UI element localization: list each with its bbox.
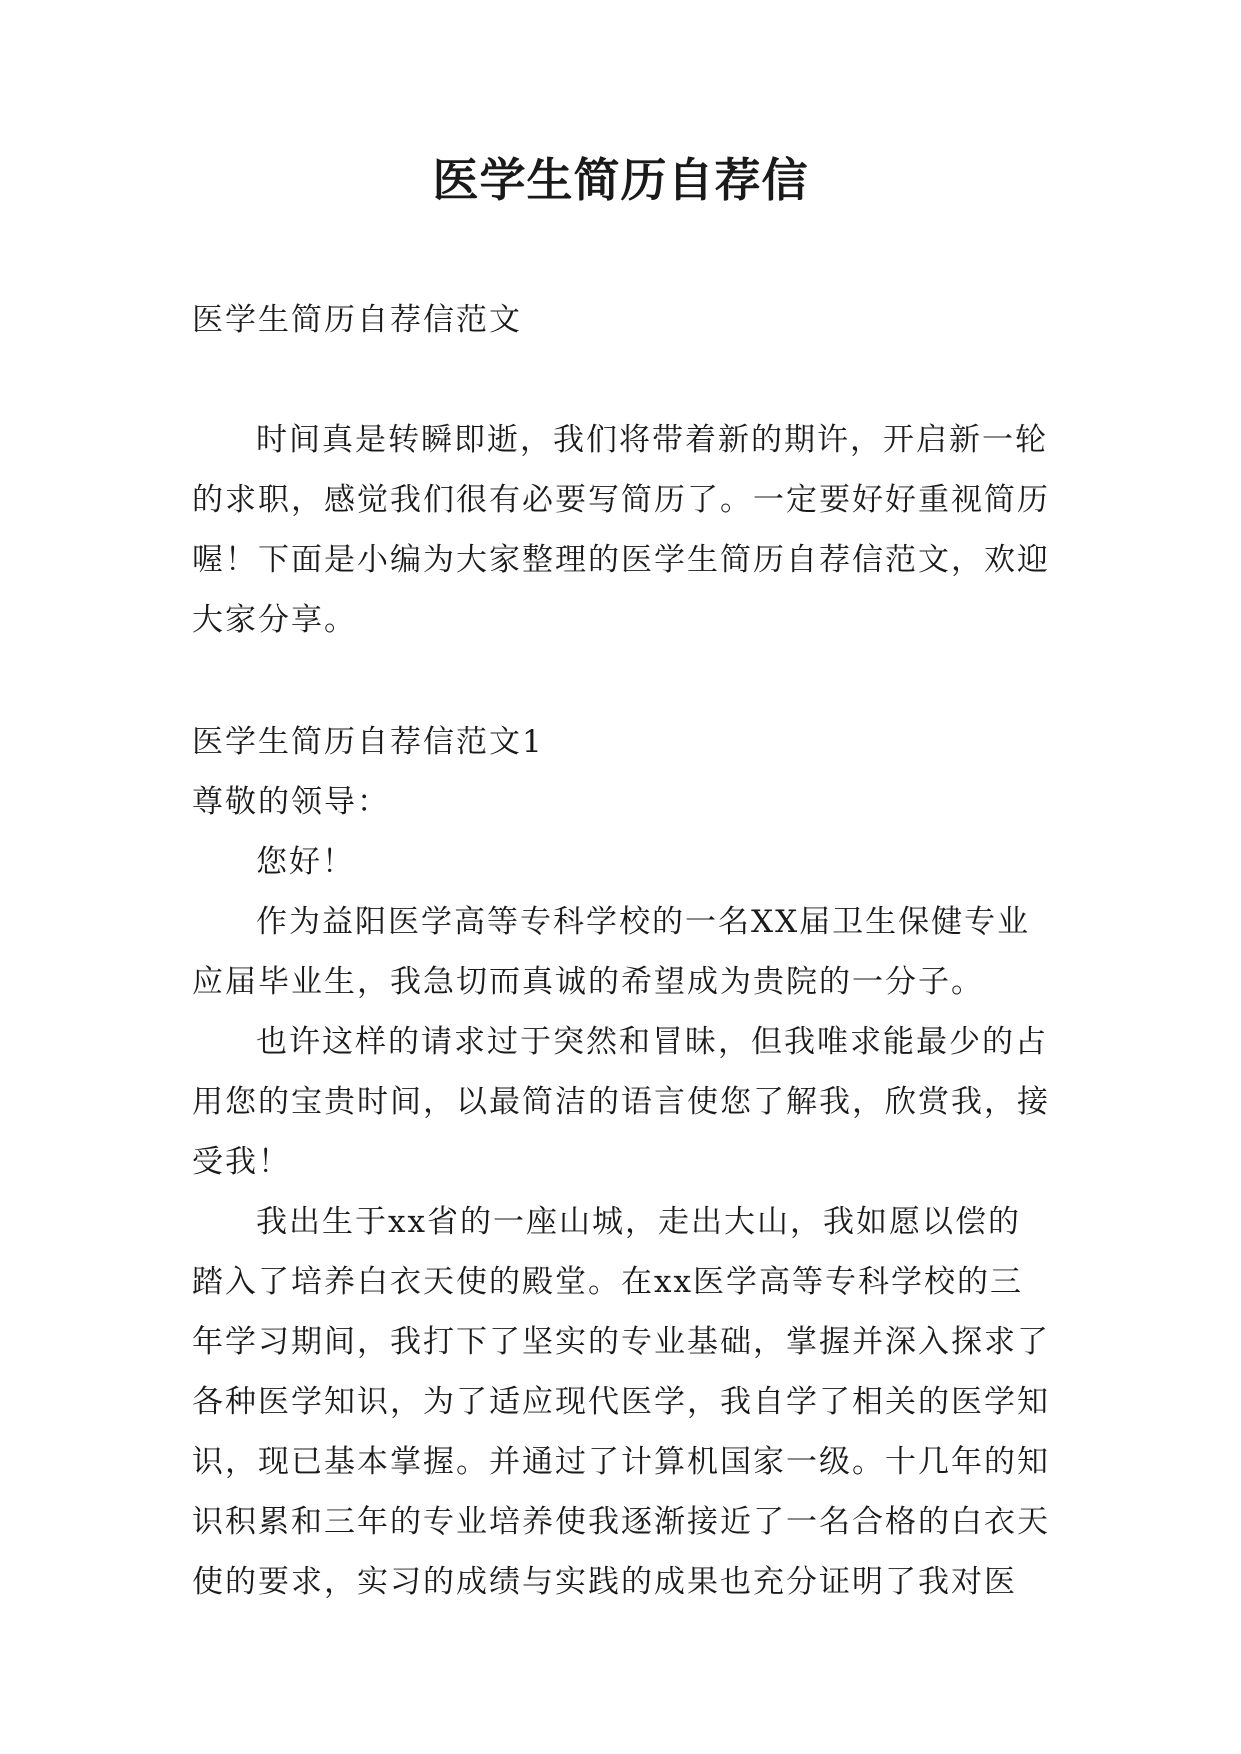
body-paragraph: 我出生于xx省的一座山城，走出大山，我如愿以偿的踏入了培养白衣天使的殿堂。在xx医学高等专科学校的三年学习期间，我打下了坚实的专业基础，掌握并深入探求了各种医学知识，为了适应现代医学，我自学了相关的医学知识，现已基本掌握。并通过了计算机国家一级。十几年的知识积累和三年的专业培养使我逐渐接近了一名合格的白衣天使的要求，实习的成绩与实践的成果也充分证明了我对医 [192,1204,1050,1600]
section-heading: 医学生简历自荐信范文1 [192,724,544,760]
salutation: 尊敬的领导： [192,784,390,820]
subtitle-paragraph: 医学生简历自荐信范文 [192,302,522,338]
body-paragraph: 也许这样的请求过于突然和冒昧，但我唯求能最少的占用您的宝贵时间，以最简洁的语言使您了解我，欣赏我，接受我！ [192,1024,1050,1180]
intro-paragraph: 时间真是转瞬即逝，我们将带着新的期许，开启新一轮的求职，感觉我们很有必要写简历了。一定要好好重视简历喔！下面是小编为大家整理的医学生简历自荐信范文，欢迎大家分享。 [192,422,1050,638]
body-paragraph: 作为益阳医学高等专科学校的一名XX届卫生保健专业应届毕业生，我急切而真诚的希望成为贵院的一分子。 [192,904,1031,1000]
document-title: 医学生简历自荐信 [432,153,809,207]
greeting: 您好！ [256,844,355,880]
document-body [192,290,1052,1612]
